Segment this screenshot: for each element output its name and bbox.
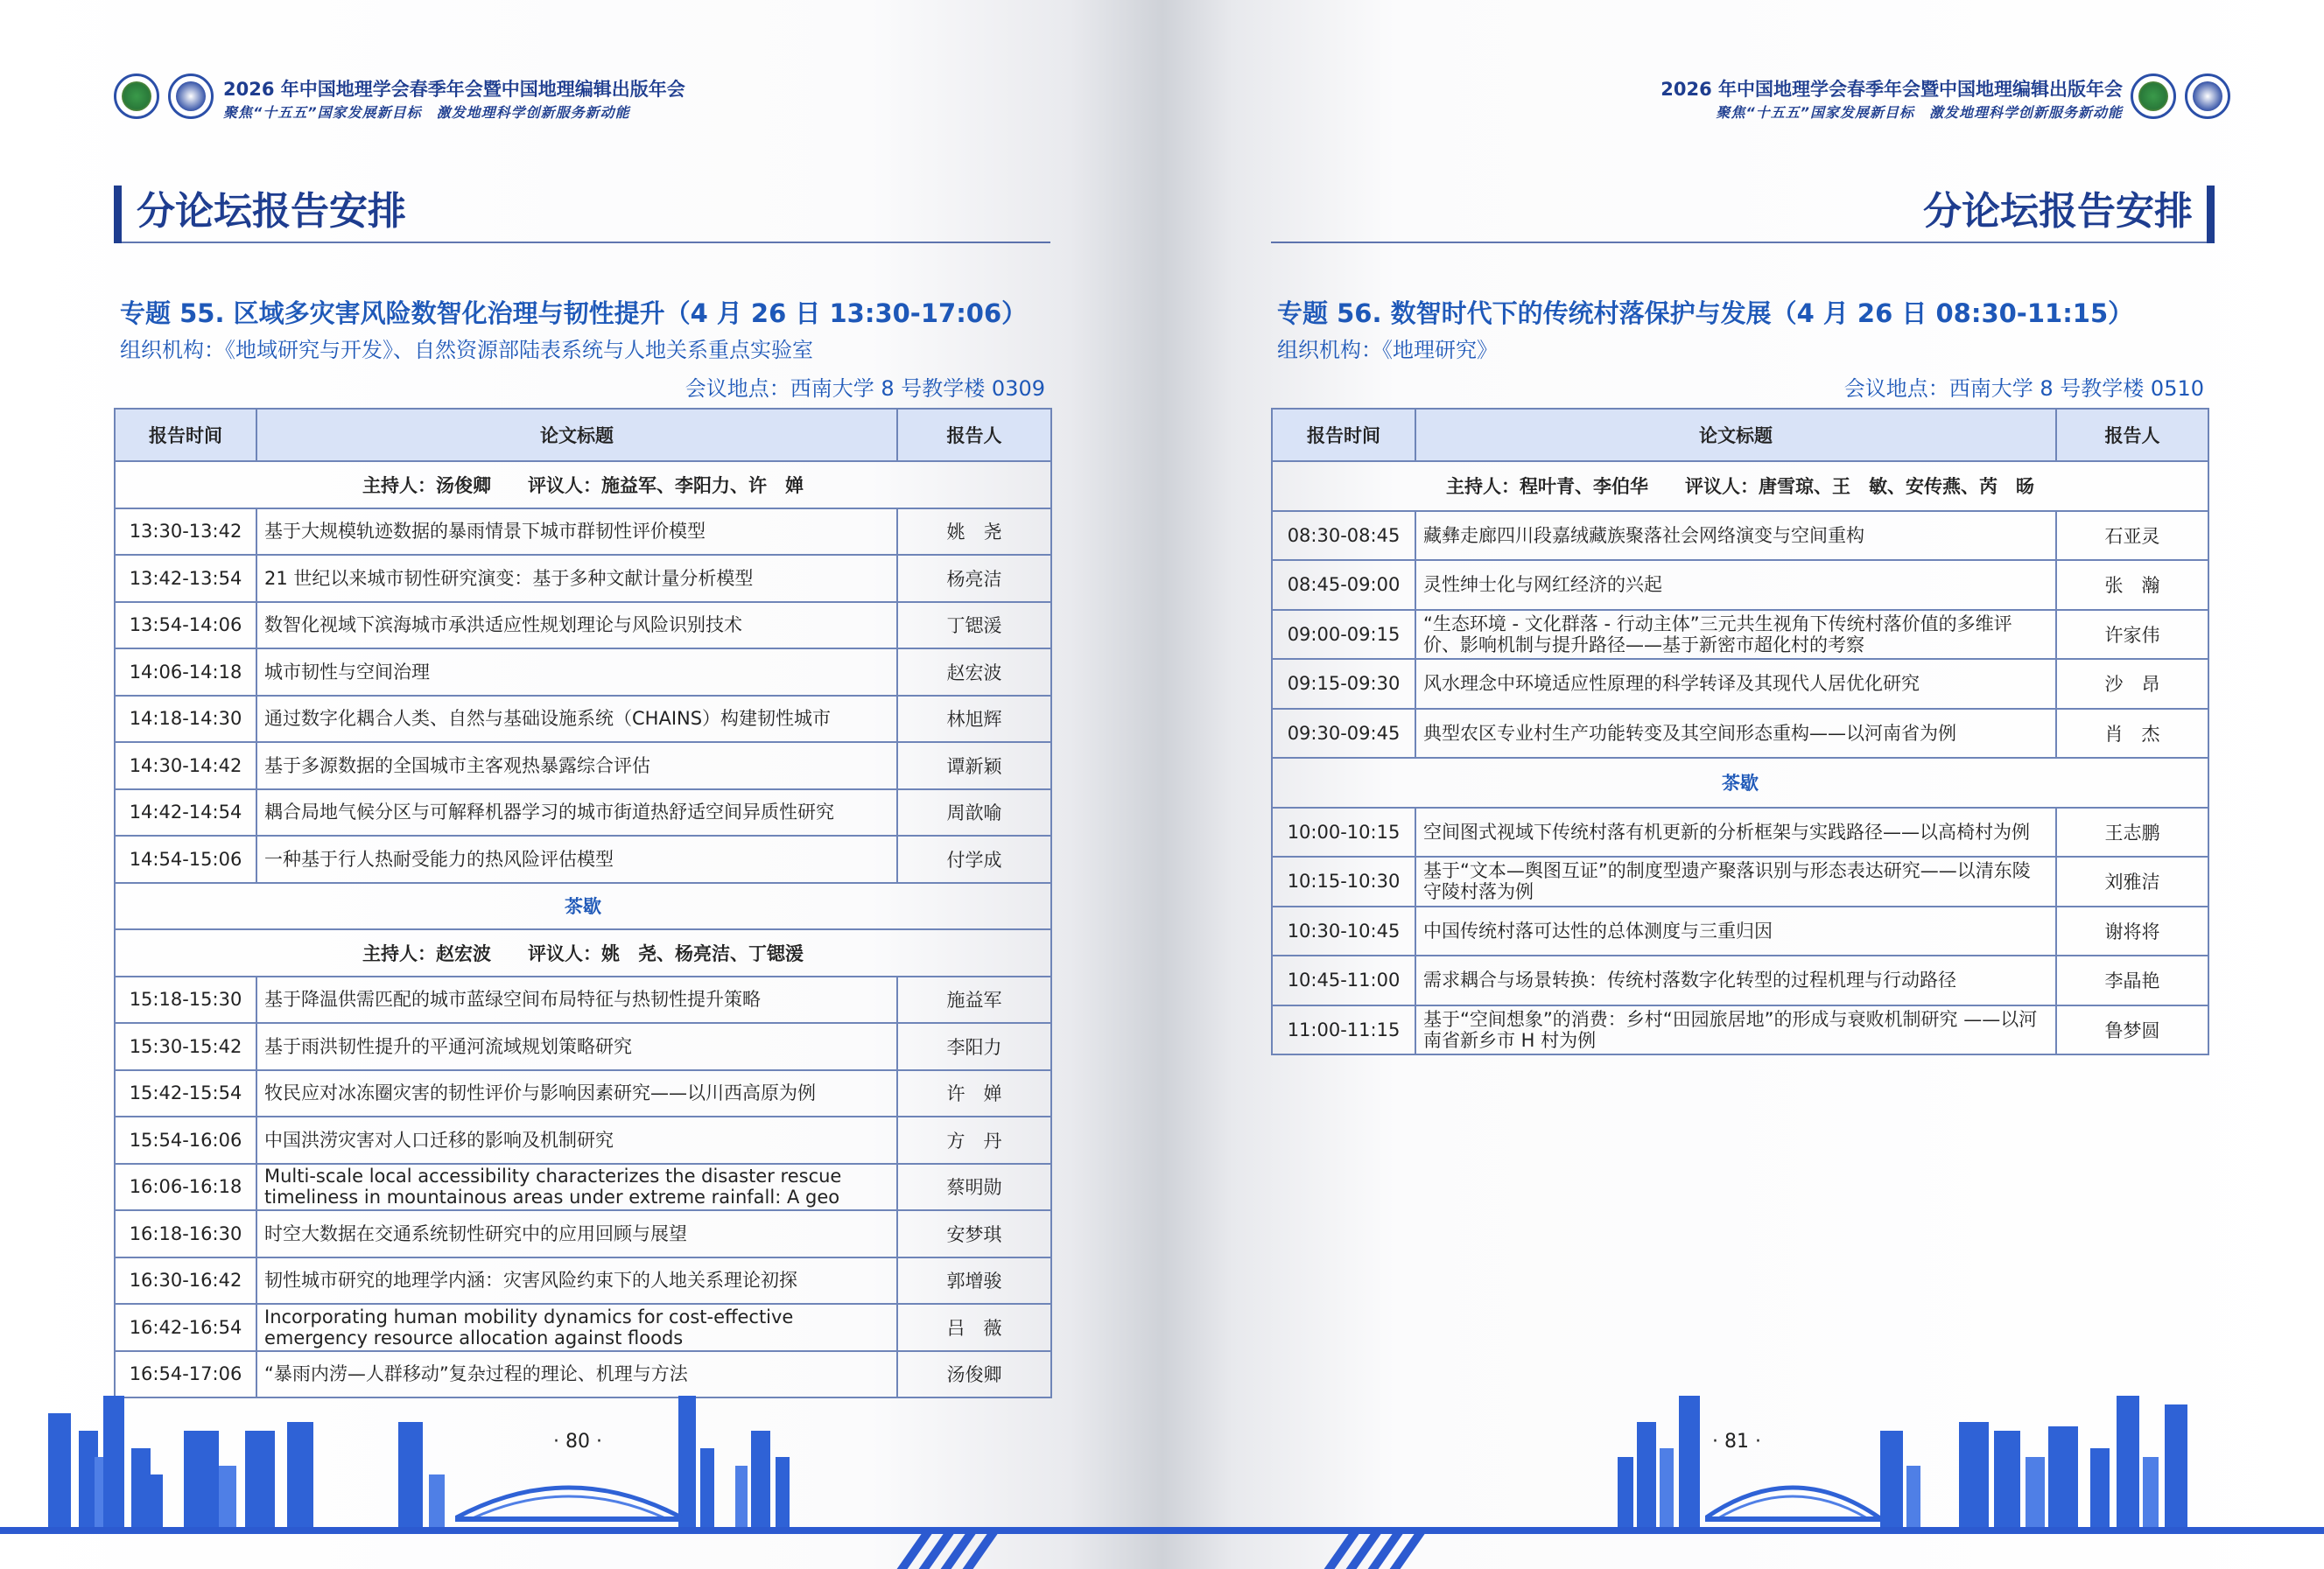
time-cell: 15:30-15:42 xyxy=(115,1023,256,1070)
title-cell: 通过数字化耦合人类、自然与基础设施系统（CHAINS）构建韧性城市 xyxy=(256,696,897,743)
table-row xyxy=(1272,709,2208,759)
host-row xyxy=(115,461,1051,508)
table-row xyxy=(115,696,1051,743)
table-row xyxy=(115,648,1051,696)
title-cell: 灵性绅士化与网红经济的兴起 xyxy=(1415,560,2056,610)
break-row xyxy=(1272,758,2208,808)
speaker-cell: 刘雅洁 xyxy=(2056,857,2208,907)
society-logo-icon xyxy=(114,74,159,119)
tea-break-label: 茶歇 xyxy=(1272,758,2208,808)
time-cell: 16:42-16:54 xyxy=(115,1304,256,1351)
header-logos xyxy=(114,74,214,119)
time-cell: 15:18-15:30 xyxy=(115,977,256,1024)
table-row xyxy=(1272,511,2208,561)
table-row xyxy=(1272,808,2208,858)
header-title: 2026 年中国地理学会春季年会暨中国地理编辑出版年会 xyxy=(223,79,685,100)
speaker-cell: 方 丹 xyxy=(897,1117,1051,1164)
title-cell: “生态环境 - 文化群落 - 行动主体”三元共生视角下传统村落价值的多维评价、影响机制与提升路径——基于新密市超化村的考察 xyxy=(1415,610,2056,660)
title-cell: 城市韧性与空间治理 xyxy=(256,648,897,696)
skyline-illustration xyxy=(44,1378,1120,1527)
header-logos xyxy=(2131,74,2230,119)
page-header xyxy=(114,74,727,130)
title-cell: 基于“空间想象”的消费：乡村“田园旅居地”的形成与衰败机制研究 ——以河南省新乡市 H 村为例 xyxy=(1415,1005,2056,1055)
header-title: 2026 年中国地理学会春季年会暨中国地理编辑出版年会 xyxy=(1661,79,2123,100)
title-cell: 需求耦合与场景转换：传统村落数字化转型的过程机理与行动路径 xyxy=(1415,956,2056,1005)
speaker-cell: 汤俊卿 xyxy=(897,1351,1051,1398)
stripe-decor xyxy=(893,1534,1024,1569)
time-cell: 13:42-13:54 xyxy=(115,555,256,602)
time-cell: 14:54-15:06 xyxy=(115,836,256,883)
time-cell: 10:30-10:45 xyxy=(1272,907,1415,956)
table-row xyxy=(115,1164,1051,1211)
title-cell: 基于雨洪韧性提升的平通河流域规划策略研究 xyxy=(256,1023,897,1070)
speaker-cell: 张 瀚 xyxy=(2056,560,2208,610)
speaker-cell: 谭新颖 xyxy=(897,742,1051,789)
col-header-speaker: 报告人 xyxy=(897,409,1051,461)
speaker-cell: 石亚灵 xyxy=(2056,511,2208,561)
table-row xyxy=(115,1210,1051,1257)
time-cell: 09:00-09:15 xyxy=(1272,610,1415,660)
title-cell: 空间图式视域下传统村落有机更新的分析框架与实践路径——以高椅村为例 xyxy=(1415,808,2056,858)
time-cell: 13:54-14:06 xyxy=(115,602,256,649)
table-row xyxy=(1272,956,2208,1005)
page-number: · 80 · xyxy=(553,1431,602,1453)
tea-break-label: 茶歇 xyxy=(115,883,1051,930)
table-row xyxy=(115,1304,1051,1351)
table-row xyxy=(1272,560,2208,610)
title-cell: 基于“文本—舆图互证”的制度型遗产聚落识别与形态表达研究——以清东陵守陵村落为例 xyxy=(1415,857,2056,907)
host-info: 主持人：赵宏波 评议人：姚 尧、杨亮洁、丁锶湲 xyxy=(115,929,1051,977)
col-header-title: 论文标题 xyxy=(1415,409,2056,461)
table-row xyxy=(115,555,1051,602)
right-page xyxy=(1162,0,2324,1569)
speaker-cell: 杨亮洁 xyxy=(897,555,1051,602)
title-cell: 韧性城市研究的地理学内涵：灾害风险约束下的人地关系理论初探 xyxy=(256,1257,897,1305)
time-cell: 13:30-13:42 xyxy=(115,508,256,556)
bridge-icon xyxy=(1705,1466,1880,1527)
table-row xyxy=(115,602,1051,649)
break-row xyxy=(115,883,1051,930)
time-cell: 16:06-16:18 xyxy=(115,1164,256,1211)
speaker-cell: 李晶艳 xyxy=(2056,956,2208,1005)
speaker-cell: 鲁梦圆 xyxy=(2056,1005,2208,1055)
col-header-time: 报告时间 xyxy=(115,409,256,461)
title-cell: 一种基于行人热耐受能力的热风险评估模型 xyxy=(256,836,897,883)
time-cell: 15:54-16:06 xyxy=(115,1117,256,1164)
host-info: 主持人：汤俊卿 评议人：施益军、李阳力、许 婵 xyxy=(115,461,1051,508)
time-cell: 11:00-11:15 xyxy=(1272,1005,1415,1055)
time-cell: 10:15-10:30 xyxy=(1272,857,1415,907)
title-cell: 藏彝走廊四川段嘉绒藏族聚落社会网络演变与空间重构 xyxy=(1415,511,2056,561)
title-cell: “暴雨内涝—人群移动”复杂过程的理论、机理与方法 xyxy=(256,1351,897,1398)
table-row xyxy=(115,836,1051,883)
skyline-illustration xyxy=(1206,1378,2283,1527)
speaker-cell: 谢将将 xyxy=(2056,907,2208,956)
col-header-title: 论文标题 xyxy=(256,409,897,461)
title-cell: 数智化视域下滨海城市承洪适应性规划理论与风险识别技术 xyxy=(256,602,897,649)
table-row xyxy=(115,1023,1051,1070)
title-cell: Multi-scale local accessibility characterizes the disaster rescue timeliness in mountainous areas under extreme rainfall: A geo xyxy=(256,1164,897,1211)
title-cell: 风水理念中环境适应性原理的科学转译及其现代人居优化研究 xyxy=(1415,659,2056,709)
title-cell: 基于多源数据的全国城市主客观热暴露综合评估 xyxy=(256,742,897,789)
host-row xyxy=(1272,461,2208,511)
table-row xyxy=(1272,857,2208,907)
header-slogan: 聚焦“十五五”国家发展新目标 激发地理科学创新服务新动能 xyxy=(1716,104,2123,121)
speaker-cell: 安梦琪 xyxy=(897,1210,1051,1257)
speaker-cell: 姚 尧 xyxy=(897,508,1051,556)
title-cell: 中国洪涝灾害对人口迁移的影响及机制研究 xyxy=(256,1117,897,1164)
organizer: 组织机构：《地域研究与开发》、自然资源部陆表系统与人地关系重点实验室 xyxy=(120,338,813,362)
time-cell: 09:15-09:30 xyxy=(1272,659,1415,709)
host-row xyxy=(115,929,1051,977)
speaker-cell: 林旭辉 xyxy=(897,696,1051,743)
col-header-speaker: 报告人 xyxy=(2056,409,2208,461)
section-title: 分论坛报告安排 xyxy=(137,189,406,234)
venue: 会议地点：西南大学 8 号教学楼 0510 xyxy=(1843,376,2204,401)
society-logo-icon xyxy=(2131,74,2176,119)
title-cell: 21 世纪以来城市韧性研究演变：基于多种文献计量分析模型 xyxy=(256,555,897,602)
title-cell: 耦合局地气候分区与可解释机器学习的城市街道热舒适空间异质性研究 xyxy=(256,789,897,837)
page-number: · 81 · xyxy=(1712,1431,1761,1453)
bridge-icon xyxy=(455,1466,683,1527)
time-cell: 08:45-09:00 xyxy=(1272,560,1415,610)
title-cell: 时空大数据在交通系统韧性研究中的应用回顾与展望 xyxy=(256,1210,897,1257)
organizer: 组织机构：《地理研究》 xyxy=(1277,338,1498,362)
table-row xyxy=(115,508,1051,556)
time-cell: 14:18-14:30 xyxy=(115,696,256,743)
table-header-row xyxy=(1272,409,2208,461)
speaker-cell: 施益军 xyxy=(897,977,1051,1024)
section-divider xyxy=(114,242,1050,243)
schedule-table xyxy=(114,408,1052,1398)
time-cell: 15:42-15:54 xyxy=(115,1070,256,1117)
speaker-cell: 肖 杰 xyxy=(2056,709,2208,759)
time-cell: 10:45-11:00 xyxy=(1272,956,1415,1005)
table-row xyxy=(115,789,1051,837)
time-cell: 14:42-14:54 xyxy=(115,789,256,837)
time-cell: 16:18-16:30 xyxy=(115,1210,256,1257)
section-divider xyxy=(1271,242,2208,243)
time-cell: 09:30-09:45 xyxy=(1272,709,1415,759)
time-cell: 14:06-14:18 xyxy=(115,648,256,696)
base-band xyxy=(1162,1527,2324,1534)
table-row xyxy=(1272,907,2208,956)
speaker-cell: 蔡明勋 xyxy=(897,1164,1051,1211)
section-bar xyxy=(114,186,122,243)
header-slogan: 聚焦“十五五”国家发展新目标 激发地理科学创新服务新动能 xyxy=(223,104,630,121)
title-cell: 基于降温供需匹配的城市蓝绿空间布局特征与热韧性提升策略 xyxy=(256,977,897,1024)
table-row xyxy=(1272,1005,2208,1055)
table-row xyxy=(115,1070,1051,1117)
time-cell: 14:30-14:42 xyxy=(115,742,256,789)
table-row xyxy=(115,1117,1051,1164)
speaker-cell: 许 婵 xyxy=(897,1070,1051,1117)
title-cell: 牧民应对冰冻圈灾害的韧性评价与影响因素研究——以川西高原为例 xyxy=(256,1070,897,1117)
speaker-cell: 付学成 xyxy=(897,836,1051,883)
title-cell: 中国传统村落可达性的总体测度与三重归因 xyxy=(1415,907,2056,956)
stripe-decor xyxy=(1320,1534,1451,1569)
page-header xyxy=(1618,74,2230,130)
title-cell: 典型农区专业村生产功能转变及其空间形态重构——以河南省为例 xyxy=(1415,709,2056,759)
table-row xyxy=(115,742,1051,789)
title-cell: Incorporating human mobility dynamics for cost-effective emergency resource allocation against floods xyxy=(256,1304,897,1351)
speaker-cell: 丁锶湲 xyxy=(897,602,1051,649)
time-cell: 16:54-17:06 xyxy=(115,1351,256,1398)
university-logo-icon xyxy=(168,74,214,119)
venue: 会议地点：西南大学 8 号教学楼 0309 xyxy=(685,376,1045,401)
host-info: 主持人：程叶青、李伯华 评议人：唐雪琼、王 敏、安传燕、芮 旸 xyxy=(1272,461,2208,511)
university-logo-icon xyxy=(2185,74,2230,119)
table-row xyxy=(1272,659,2208,709)
speaker-cell: 王志鹏 xyxy=(2056,808,2208,858)
table-row xyxy=(115,977,1051,1024)
speaker-cell: 赵宏波 xyxy=(897,648,1051,696)
time-cell: 10:00-10:15 xyxy=(1272,808,1415,858)
table-row xyxy=(1272,610,2208,660)
speaker-cell: 郭增骏 xyxy=(897,1257,1051,1305)
speaker-cell: 吕 薇 xyxy=(897,1304,1051,1351)
speaker-cell: 许家伟 xyxy=(2056,610,2208,660)
time-cell: 16:30-16:42 xyxy=(115,1257,256,1305)
col-header-time: 报告时间 xyxy=(1272,409,1415,461)
section-bar xyxy=(2207,186,2215,243)
title-cell: 基于大规模轨迹数据的暴雨情景下城市群韧性评价模型 xyxy=(256,508,897,556)
table-row xyxy=(115,1257,1051,1305)
section-title: 分论坛报告安排 xyxy=(1923,189,2193,234)
topic-title: 专题 56. 数智时代下的传统村落保护与发展（4 月 26 日 08:30-11:15） xyxy=(1277,298,2134,328)
speaker-cell: 周歆喻 xyxy=(897,789,1051,837)
topic-title: 专题 55. 区域多灾害风险数智化治理与韧性提升（4 月 26 日 13:30-17:06） xyxy=(120,298,1028,328)
speaker-cell: 李阳力 xyxy=(897,1023,1051,1070)
speaker-cell: 沙 昂 xyxy=(2056,659,2208,709)
table-header-row xyxy=(115,409,1051,461)
schedule-table xyxy=(1271,408,2209,1055)
time-cell: 08:30-08:45 xyxy=(1272,511,1415,561)
